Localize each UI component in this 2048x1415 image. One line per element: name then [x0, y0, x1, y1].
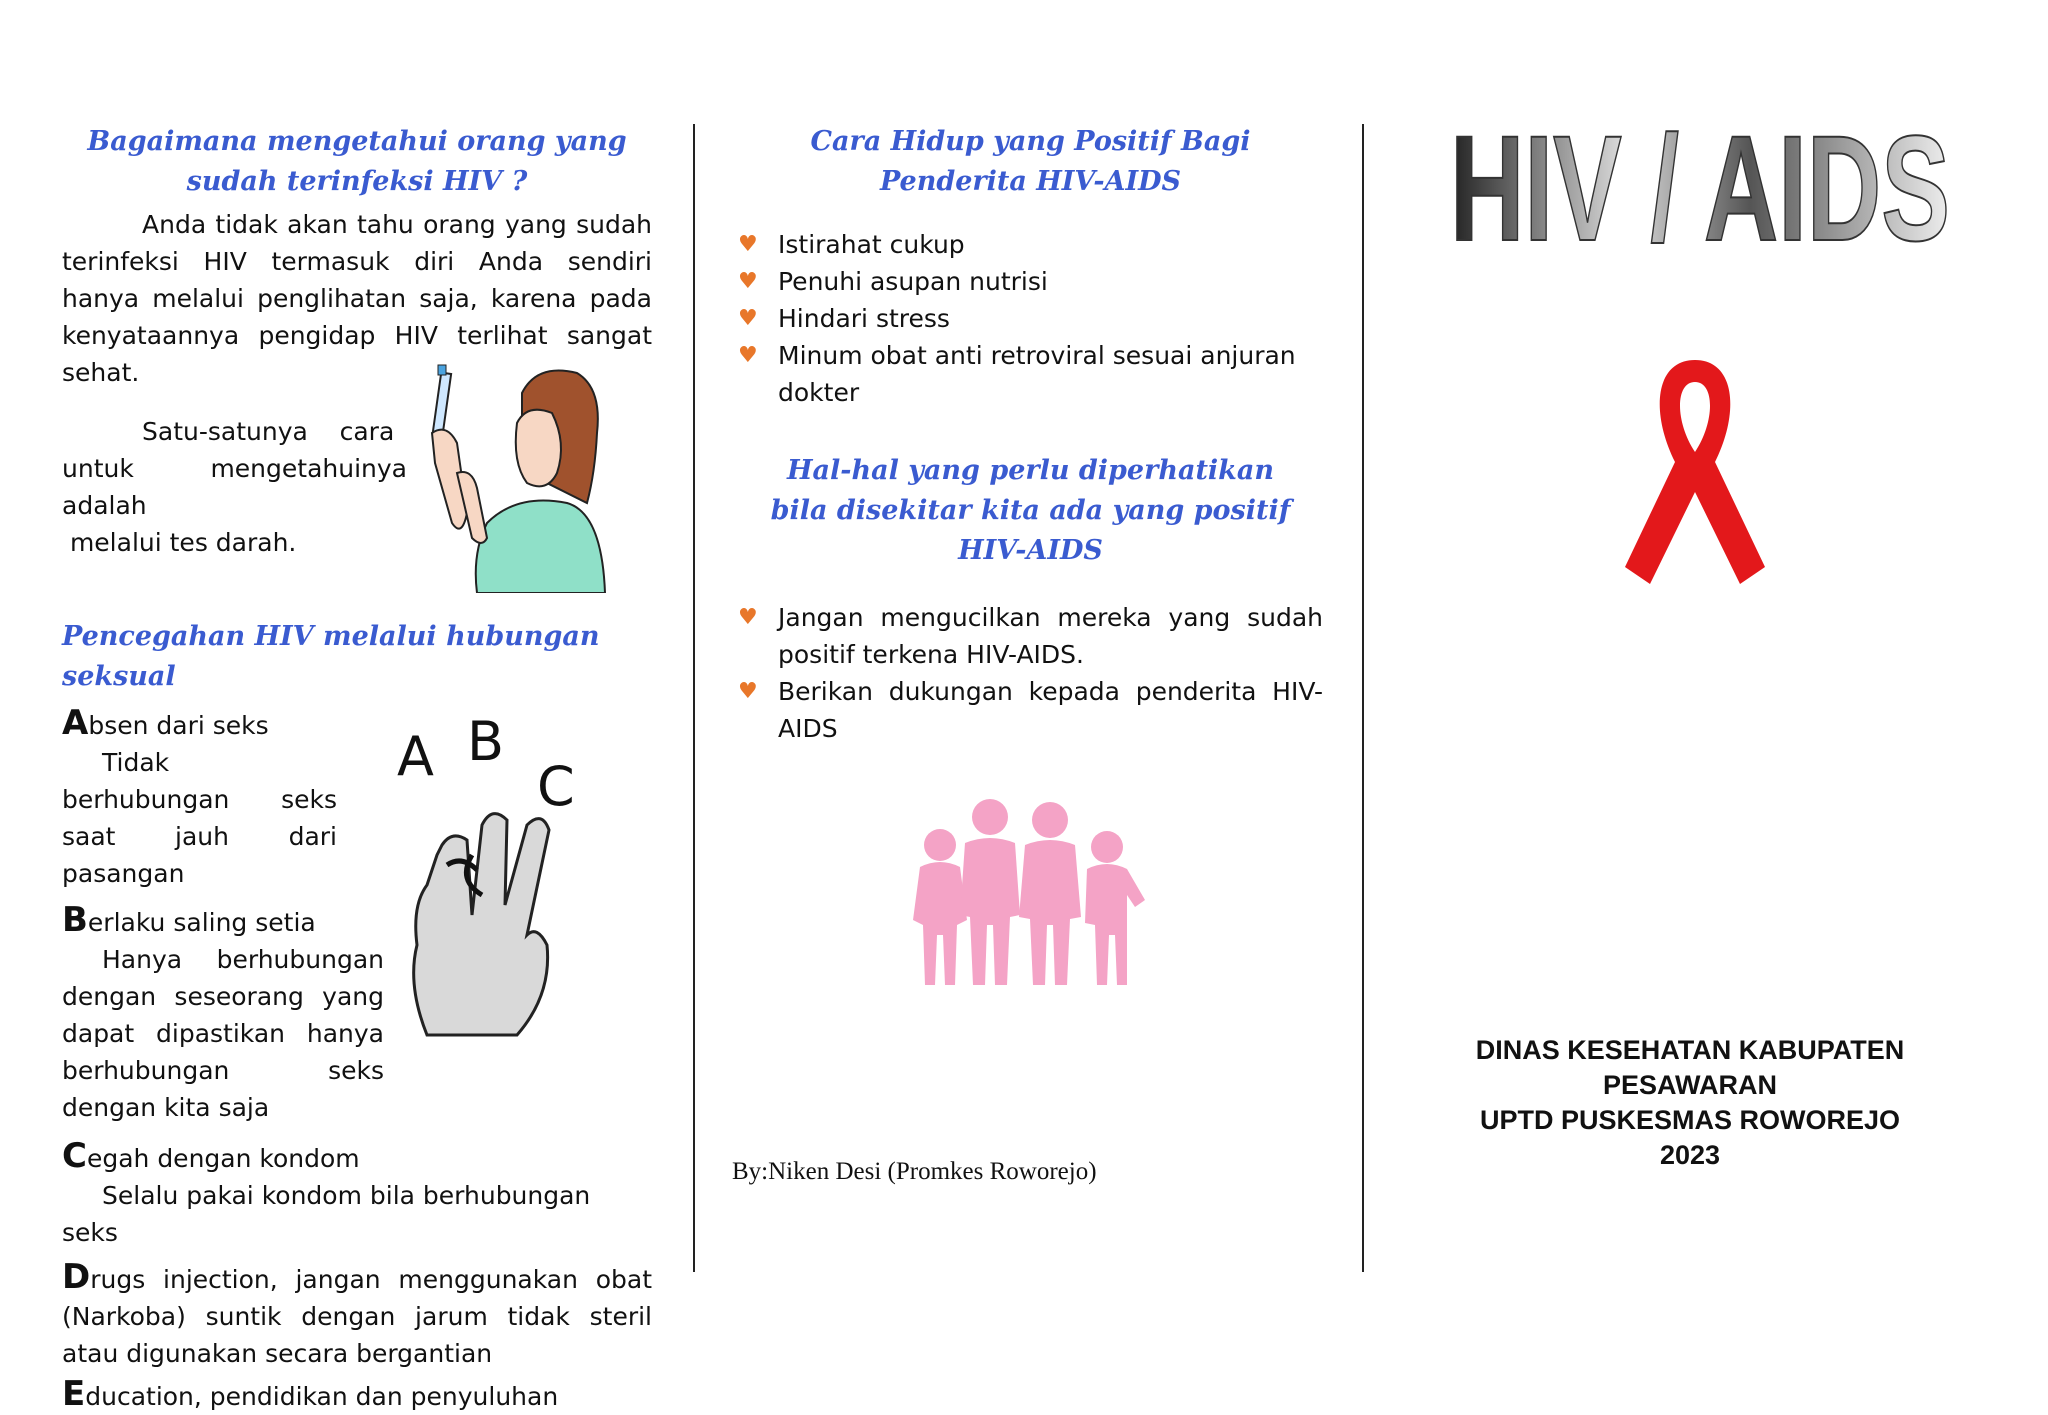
item-d-text: rugs injection, jangan menggunakan obat (Narkoba) suntik dengan jarum tidak steril atau digunakan secara bergantian	[62, 1265, 652, 1368]
abc-letter-a: A	[397, 725, 434, 788]
abc-fingers-illustration	[387, 705, 587, 1075]
org-line-2: UPTD PUSKESMAS ROWOREJO	[1479, 1105, 1901, 1135]
para2-line2: untuk mengetahuinya adalah	[62, 454, 407, 520]
abc-letter-c: C	[537, 755, 575, 818]
heart-bullet-icon: ♥	[738, 306, 758, 331]
abc-letter-b: B	[467, 710, 505, 773]
column-divider-right	[1362, 124, 1364, 1272]
positive-living-list	[738, 226, 1323, 411]
heading-prevention: Pencegahan HIV melalui hubungan seksual	[62, 621, 600, 692]
para2-line3: melalui tes darah.	[62, 528, 297, 557]
heart-bullet-icon: ♥	[738, 232, 758, 257]
svg-text:HIV / AIDS: HIV / AIDS	[1450, 112, 1950, 262]
list-item: ♥ Istirahat cukup	[738, 226, 1323, 263]
item-e-text: ducation, pendidikan dan penyuluhan	[85, 1382, 559, 1411]
heart-bullet-icon: ♥	[738, 679, 758, 704]
family-silhouette-illustration	[905, 795, 1155, 990]
left-panel	[62, 122, 652, 1415]
abc-section	[62, 705, 652, 1415]
blood-test-section	[62, 413, 652, 583]
item-a-title: bsen dari seks	[88, 711, 269, 740]
letter-c: C	[62, 1136, 87, 1176]
letter-a: A	[62, 703, 89, 743]
item-d	[62, 1259, 652, 1372]
list-item: ♥ Hindari stress	[738, 300, 1323, 337]
heading-positive-living: Cara Hidup yang Positif Bagi Penderita HIV-AIDS	[810, 126, 1251, 197]
column-divider-left	[693, 124, 695, 1272]
heading-things-to-note: Hal-hal yang perlu diperhatikan bila disekitar kita ada yang positif HIV-AIDS	[770, 455, 1291, 566]
para2-line1: Satu-satunya cara	[142, 417, 395, 446]
paragraph-cannot-tell: Anda tidak akan tahu orang yang sudah terinfeksi HIV termasuk diri Anda sendiri hanya melalui penglihatan saja, karena pada kenyataannya pengidap HIV terlihat sangat sehat.	[62, 210, 652, 387]
org-year: 2023	[1659, 1140, 1721, 1170]
org-line-1: DINAS KESEHATAN KABUPATEN PESAWARAN	[1475, 1035, 1905, 1100]
letter-b: B	[62, 900, 88, 940]
list-item: ♥ Minum obat anti retroviral sesuai anjuran dokter	[738, 337, 1323, 411]
organization-block	[1395, 1033, 1985, 1173]
item-b-title: erlaku saling setia	[87, 908, 316, 937]
heading-how-to-know: Bagaimana mengetahui orang yang sudah terinfeksi HIV ?	[87, 126, 627, 197]
item-b-desc: Hanya berhubungan dengan seseorang yang dapat dipastikan hanya berhubungan seks dengan kita saja	[62, 945, 384, 1122]
hiv-aids-title	[1430, 112, 1970, 262]
item-c	[62, 1138, 652, 1251]
middle-panel	[738, 122, 1323, 747]
heart-bullet-icon: ♥	[738, 343, 758, 368]
list-item: ♥ Jangan mengucilkan mereka yang sudah positif terkena HIV-AIDS.	[738, 599, 1323, 673]
red-ribbon-icon	[1620, 352, 1770, 592]
things-to-note-list	[738, 599, 1323, 747]
blood-test-illustration	[427, 363, 607, 593]
letter-e: E	[62, 1374, 86, 1414]
list-item: ♥ Berikan dukungan kepada penderita HIV-AIDS	[738, 673, 1323, 747]
item-a-desc: Tidak berhubungan seks saat jauh dari pasangan	[62, 748, 337, 888]
item-c-title: egah dengan kondom	[86, 1144, 360, 1173]
letter-d: D	[62, 1257, 91, 1297]
item-e	[62, 1376, 652, 1415]
heart-bullet-icon: ♥	[738, 269, 758, 294]
byline: By:Niken Desi (Promkes Roworejo)	[732, 1158, 1097, 1185]
list-item: ♥ Penuhi asupan nutrisi	[738, 263, 1323, 300]
heart-bullet-icon: ♥	[738, 605, 758, 630]
item-c-desc: Selalu pakai kondom bila berhubungan seks	[62, 1181, 591, 1247]
